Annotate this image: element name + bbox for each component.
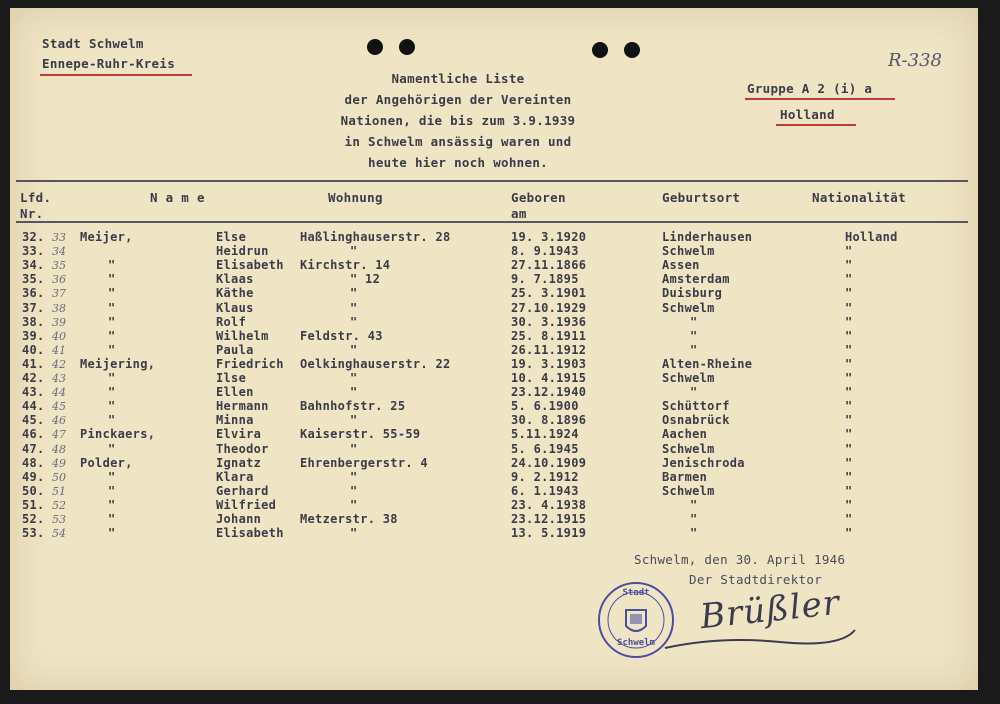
row-first-name: Ilse: [216, 371, 247, 385]
row-number-handwritten: 45: [52, 400, 66, 414]
row-surname: ": [108, 441, 116, 456]
row-number: 46.: [22, 427, 45, 442]
row-birth-place: Assen: [662, 258, 700, 273]
row-birth-place: Schüttorf: [662, 399, 730, 414]
row-first-name: Klaus: [216, 300, 254, 315]
row-number: 36.: [22, 286, 45, 301]
row-birth-place: Schwelm: [662, 441, 715, 456]
row-birth-date: 25. 8.1911: [511, 328, 587, 343]
row-number: 52.: [22, 512, 45, 526]
col-lfd-nr: Lfd.: [20, 190, 52, 205]
row-birth-place: ": [690, 342, 698, 357]
row-number-handwritten: 48: [52, 442, 66, 456]
col-geboren: Geboren: [511, 190, 566, 205]
row-birth-date: 5. 6.1945: [511, 441, 579, 456]
row-address: ": [350, 286, 358, 301]
row-first-name: Elisabeth: [216, 258, 284, 273]
row-birth-place: Schwelm: [662, 371, 715, 385]
row-surname: ": [108, 512, 116, 526]
row-nationality: ": [845, 455, 853, 470]
row-nationality: ": [845, 300, 853, 315]
row-birth-place: Osnabrück: [662, 413, 730, 428]
row-number: 47.: [22, 441, 45, 456]
row-first-name: Friedrich: [216, 356, 284, 371]
row-number-handwritten: 36: [52, 273, 66, 287]
row-number-handwritten: 46: [52, 414, 66, 428]
row-number-handwritten: 37: [52, 287, 66, 301]
row-address: Oelkinghauserstr. 22: [300, 356, 451, 371]
row-number-handwritten: 53: [52, 513, 66, 526]
row-birth-date: 5. 6.1900: [511, 399, 579, 414]
row-address: ": [350, 469, 358, 484]
row-number: 35.: [22, 272, 45, 287]
punch-hole-2: [399, 39, 415, 55]
row-surname: ": [108, 526, 116, 541]
row-number-handwritten: 33: [52, 231, 66, 244]
row-address: Haßlinghauserstr. 28: [300, 230, 451, 244]
row-birth-date: 23.12.1940: [511, 385, 587, 400]
row-number: 33.: [22, 244, 45, 259]
row-surname: Polder,: [80, 455, 133, 470]
row-first-name: Theodor: [216, 441, 269, 456]
row-number-handwritten: 47: [52, 428, 66, 442]
row-birth-place: Schwelm: [662, 483, 715, 498]
row-number-handwritten: 34: [52, 245, 66, 259]
document-page: [10, 8, 978, 690]
row-birth-date: 30. 3.1936: [511, 314, 587, 329]
row-nationality: ": [845, 526, 853, 541]
row-surname: ": [108, 286, 116, 301]
row-nationality: ": [845, 356, 853, 371]
row-number-handwritten: 40: [52, 329, 66, 343]
row-birth-date: 23.12.1915: [511, 512, 587, 526]
row-address: Kirchstr. 14: [300, 258, 391, 273]
row-number-handwritten: 50: [52, 470, 66, 484]
row-address: Kaiserstr. 55-59: [300, 427, 421, 442]
col-nationalitaet: Nationalität: [812, 190, 906, 205]
col-wohnung: Wohnung: [328, 190, 383, 205]
row-surname: ": [108, 371, 116, 385]
row-birth-date: 13. 5.1919: [511, 526, 587, 541]
issuer-city: Stadt Schwelm: [42, 36, 144, 51]
row-nationality: ": [845, 497, 853, 512]
row-birth-place: Jenischroda: [662, 455, 745, 470]
row-nationality: ": [845, 258, 853, 273]
row-first-name: Klara: [216, 469, 254, 484]
row-surname: ": [108, 258, 116, 273]
row-birth-date: 27.11.1866: [511, 258, 587, 273]
row-nationality: ": [845, 483, 853, 498]
punch-hole-1: [367, 39, 383, 55]
row-address: ": [350, 483, 358, 498]
row-birth-place: ": [690, 314, 698, 329]
country-label: Holland: [780, 107, 835, 122]
place-date: Schwelm, den 30. April 1946: [634, 552, 846, 567]
row-nationality: ": [845, 371, 853, 385]
row-number-handwritten: 41: [52, 343, 66, 357]
row-number-handwritten: 54: [52, 527, 66, 541]
row-number: 41.: [22, 356, 45, 371]
row-first-name: Rolf: [216, 314, 247, 329]
row-surname: ": [108, 469, 116, 484]
group-label: Gruppe A 2 (i) a: [747, 81, 873, 96]
row-birth-place: Duisburg: [662, 286, 723, 301]
row-number-handwritten: 51: [52, 484, 66, 498]
row-birth-place: ": [690, 328, 698, 343]
punch-hole-4: [624, 42, 640, 58]
row-birth-date: 26.11.1912: [511, 342, 587, 357]
row-address: Feldstr. 43: [300, 328, 383, 343]
row-birth-date: 24.10.1909: [511, 455, 587, 470]
title-line: heute hier noch wohnen.: [368, 155, 548, 170]
row-birth-date: 8. 9.1943: [511, 244, 579, 259]
row-number: 40.: [22, 342, 45, 357]
col-geboren-2: am: [511, 206, 527, 221]
row-number-handwritten: 43: [52, 372, 66, 385]
row-surname: ": [108, 399, 116, 414]
row-first-name: Klaas: [216, 272, 254, 287]
row-surname: ": [108, 413, 116, 428]
row-address: ": [350, 441, 358, 456]
row-surname: ": [108, 272, 116, 287]
row-number: 39.: [22, 328, 45, 343]
row-number-handwritten: 52: [52, 498, 66, 512]
row-number: 32.: [22, 230, 45, 244]
row-birth-place: Barmen: [662, 469, 708, 484]
row-surname: Pinckaers,: [80, 427, 156, 442]
row-address: Bahnhofstr. 25: [300, 399, 406, 414]
row-nationality: ": [845, 469, 853, 484]
row-address: ": [350, 385, 358, 400]
row-first-name: Wilfried: [216, 497, 277, 512]
group-underline: [745, 98, 895, 100]
row-first-name: Paula: [216, 342, 254, 357]
row-birth-date: 10. 4.1915: [511, 371, 587, 385]
col-lfd-nr-2: Nr.: [20, 206, 44, 221]
row-address: Metzerstr. 38: [300, 512, 398, 526]
row-birth-date: 19. 3.1903: [511, 356, 587, 371]
row-number-handwritten: 42: [52, 357, 66, 371]
row-nationality: ": [845, 413, 853, 428]
row-first-name: Johann: [216, 512, 262, 526]
row-address: ": [350, 526, 358, 541]
row-first-name: Elisabeth: [216, 526, 284, 541]
row-first-name: Else: [216, 230, 247, 244]
col-geburtsort: Geburtsort: [662, 190, 741, 205]
row-birth-date: 30. 8.1896: [511, 413, 587, 428]
punch-hole-3: [592, 42, 608, 58]
table-header-rule: [16, 221, 968, 223]
row-surname: ": [108, 385, 116, 400]
row-birth-date: 5.11.1924: [511, 427, 579, 442]
signature: Brüßler: [698, 582, 842, 638]
row-address: ": [350, 371, 358, 385]
row-birth-date: 19. 3.1920: [511, 230, 587, 244]
table-top-rule: [16, 180, 968, 182]
row-first-name: Elvira: [216, 427, 262, 442]
row-number: 45.: [22, 413, 45, 428]
row-number-handwritten: 44: [52, 386, 66, 400]
row-nationality: ": [845, 328, 853, 343]
row-address: ": [350, 497, 358, 512]
row-number: 48.: [22, 455, 45, 470]
stamp-text-bottom: Schwelm: [617, 638, 655, 648]
row-birth-place: Alten-Rheine: [662, 356, 753, 371]
row-first-name: Gerhard: [216, 483, 269, 498]
row-birth-date: 9. 2.1912: [511, 469, 579, 484]
row-address: ": [350, 300, 358, 315]
row-birth-date: 25. 3.1901: [511, 286, 587, 301]
row-first-name: Käthe: [216, 286, 254, 301]
stamp-text-top: Stadt: [622, 588, 650, 598]
row-nationality: ": [845, 399, 853, 414]
row-surname: ": [108, 483, 116, 498]
row-birth-place: ": [690, 512, 698, 526]
row-nationality: ": [845, 441, 853, 456]
title-line: der Angehörigen der Vereinten: [344, 92, 572, 107]
row-number: 43.: [22, 385, 45, 400]
row-address: " 12: [350, 272, 381, 287]
row-first-name: Minna: [216, 413, 254, 428]
row-birth-place: Aachen: [662, 427, 708, 442]
row-number: 34.: [22, 258, 45, 273]
row-birth-place: Schwelm: [662, 244, 715, 259]
row-number-handwritten: 39: [52, 315, 66, 329]
row-nationality: ": [845, 314, 853, 329]
row-surname: ": [108, 342, 116, 357]
issuer-underline: [40, 74, 192, 76]
row-first-name: Ignatz: [216, 455, 262, 470]
col-name: N a m e: [150, 190, 205, 205]
row-number-handwritten: 35: [52, 259, 66, 273]
row-address: ": [350, 314, 358, 329]
row-nationality: Holland: [845, 230, 898, 244]
row-nationality: ": [845, 272, 853, 287]
row-number: 42.: [22, 371, 45, 385]
signing-office: Der Stadtdirektor: [689, 572, 823, 587]
row-nationality: ": [845, 427, 853, 442]
row-birth-date: 27.10.1929: [511, 300, 587, 315]
row-number: 49.: [22, 469, 45, 484]
title-line: Nationen, die bis zum 3.9.1939: [340, 113, 576, 128]
title-line: Namentliche Liste: [391, 71, 525, 86]
row-first-name: Wilhelm: [216, 328, 269, 343]
row-birth-place: Amsterdam: [662, 272, 730, 287]
row-surname: Meijer,: [80, 230, 133, 244]
row-nationality: ": [845, 342, 853, 357]
row-number: 51.: [22, 497, 45, 512]
row-number: 50.: [22, 483, 45, 498]
row-nationality: ": [845, 385, 853, 400]
row-address: ": [350, 413, 358, 428]
row-surname: ": [108, 314, 116, 329]
row-number-handwritten: 38: [52, 301, 66, 315]
title-line: in Schwelm ansässig waren und: [344, 134, 572, 149]
row-birth-place: ": [690, 526, 698, 541]
row-number: 38.: [22, 314, 45, 329]
row-first-name: Ellen: [216, 385, 254, 400]
signature-flourish: [660, 616, 860, 656]
row-address: Ehrenbergerstr. 4: [300, 455, 428, 470]
country-underline: [776, 124, 856, 126]
row-birth-place: Schwelm: [662, 300, 715, 315]
issuer-district: Ennepe-Ruhr-Kreis: [42, 56, 176, 71]
row-birth-place: ": [690, 497, 698, 512]
row-nationality: ": [845, 286, 853, 301]
row-birth-place: ": [690, 385, 698, 400]
row-number: 53.: [22, 526, 45, 541]
row-first-name: Hermann: [216, 399, 269, 414]
row-birth-date: 23. 4.1938: [511, 497, 587, 512]
row-address: ": [350, 342, 358, 357]
row-first-name: Heidrun: [216, 244, 269, 259]
row-number: 37.: [22, 300, 45, 315]
row-surname: ": [108, 300, 116, 315]
row-birth-date: 9. 7.1895: [511, 272, 579, 287]
row-nationality: ": [845, 512, 853, 526]
row-surname: ": [108, 328, 116, 343]
row-birth-date: 6. 1.1943: [511, 483, 579, 498]
file-reference: R-338: [888, 50, 942, 71]
row-nationality: ": [845, 244, 853, 259]
row-surname: ": [108, 497, 116, 512]
row-surname: Meijering,: [80, 356, 156, 371]
row-address: ": [350, 244, 358, 259]
row-number: 44.: [22, 399, 45, 414]
row-birth-place: Linderhausen: [662, 230, 753, 244]
row-number-handwritten: 49: [52, 456, 66, 470]
